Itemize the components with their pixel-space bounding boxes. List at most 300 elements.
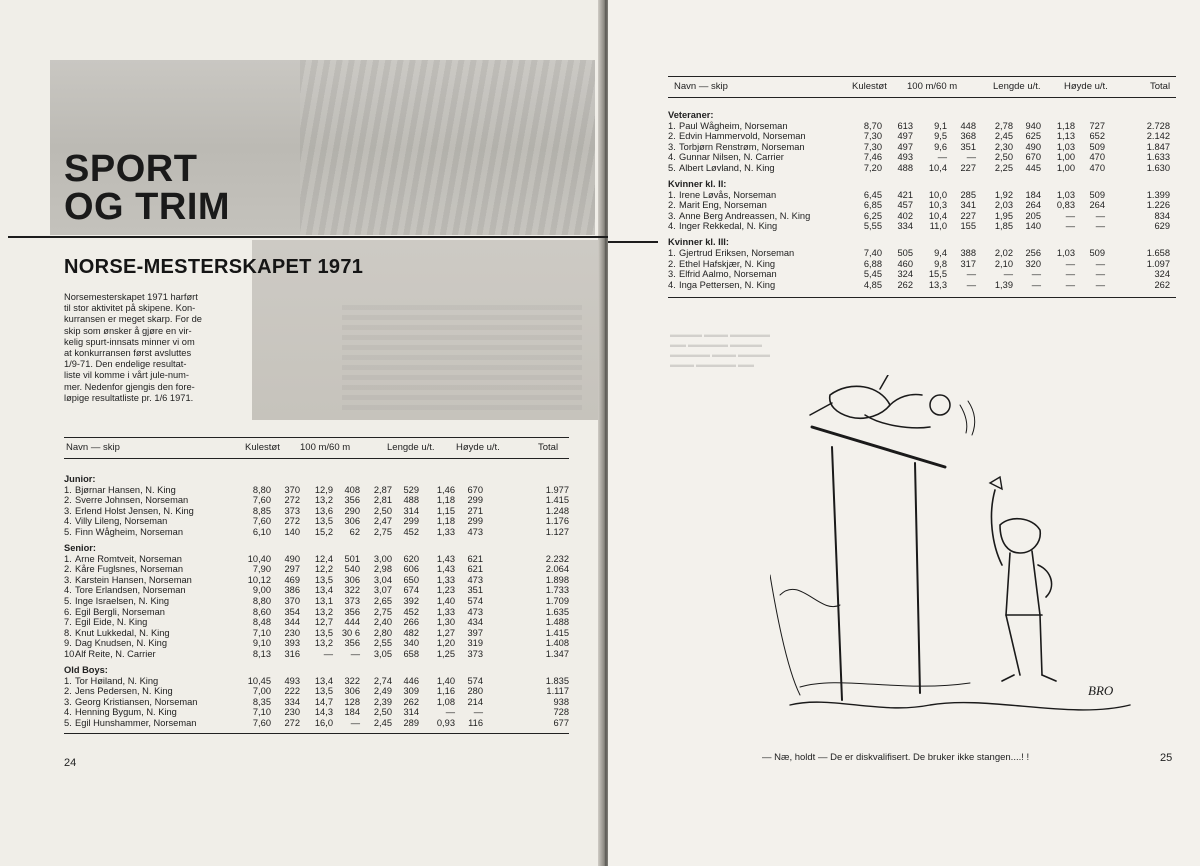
lengde-value: 2,98 (373, 564, 392, 575)
sprint-points: 62 (349, 527, 360, 537)
sprint-time: 15,2 (314, 527, 333, 537)
sprint-time: — (323, 649, 333, 659)
table-row (668, 280, 1176, 291)
table-row (64, 554, 569, 565)
kulestot-value: 8,80 (252, 484, 271, 495)
kulestot-value: 6,10 (252, 527, 271, 537)
bleed-through-text: ▬▬▬▬ ▬▬▬ ▬▬▬▬▬ ▬▬ ▬▬▬▬▬ ▬▬▬▬ ▬▬▬▬▬ ▬▬▬ ▬▬▬▬ ▬▬▬ ▬▬▬▬▬ ▬▬ (670, 330, 770, 369)
rank-cell: 5. (64, 527, 72, 537)
total-cell: 1.635 (545, 606, 569, 617)
hoyde-value: 1,15 (436, 505, 455, 516)
hoyde-value: 1,13 (1056, 131, 1075, 142)
kulestot-value: 8,80 (252, 596, 271, 606)
hoyde-value: 1,03 (1056, 248, 1075, 258)
rank-cell: 2. (668, 258, 676, 269)
total-cell: 1.226 (1146, 200, 1170, 211)
kulestot-value: 9,10 (252, 638, 271, 649)
rank-cell: 1. (64, 553, 72, 564)
sprint-points: 322 (344, 675, 360, 686)
intro-line: mer. Nedenfor gjengis den fore- (64, 381, 195, 392)
hoyde-value: 1,03 (1056, 189, 1075, 200)
kulestot-value: 7,30 (863, 131, 882, 142)
lengde-value: 2,78 (994, 120, 1013, 131)
lengde-value: 2,10 (994, 258, 1013, 269)
table-row (64, 718, 569, 729)
hoyde-points: 470 (1089, 152, 1105, 163)
sprint-time: 16,0 (314, 718, 333, 728)
name-cell: Tor Høiland, N. King (75, 675, 159, 686)
hoyde-points: 621 (467, 564, 483, 575)
rank-cell: 1. (64, 484, 72, 495)
lengde-value: 2,50 (373, 505, 392, 516)
hoyde-points: 509 (1089, 189, 1105, 200)
table-row (64, 585, 569, 596)
table-row (64, 676, 569, 687)
lengde-value: 2,39 (373, 696, 392, 707)
section-heading: NORSE-MESTERSKAPET 1971 (64, 256, 364, 278)
table-row (64, 707, 569, 718)
sprint-points: 285 (960, 189, 976, 200)
sprint-time: 10,3 (928, 200, 947, 211)
kulestot-points: 222 (284, 686, 300, 697)
total-cell: 1.633 (1146, 152, 1170, 163)
table-row (64, 638, 569, 649)
lengde-points: 266 (403, 617, 419, 628)
table-row (64, 686, 569, 697)
total-cell: 2.064 (545, 564, 569, 575)
sprint-time: 11,0 (929, 221, 947, 232)
lengde-value: 3,04 (373, 574, 392, 585)
kulestot-value: 8,70 (863, 120, 882, 131)
table-row (668, 190, 1176, 201)
lengde-points: 452 (403, 527, 419, 537)
lengde-value: 2,02 (994, 248, 1013, 258)
hoyde-points: 473 (467, 574, 483, 585)
rank-cell: 5. (668, 163, 676, 173)
lengde-points: 299 (403, 516, 419, 527)
lengde-points: 529 (403, 484, 419, 495)
lengde-value: 2,30 (994, 141, 1013, 152)
kulestot-value: 8,35 (252, 696, 271, 707)
kulestot-points: 140 (284, 527, 300, 537)
kulestot-value: 6,45 (863, 189, 882, 200)
col-lengde: Lengde u/t. (993, 81, 1041, 92)
name-cell: Inger Rekkedal, N. King (679, 221, 778, 232)
hoyde-points: — (1095, 269, 1105, 280)
lengde-value: 3,07 (373, 585, 392, 596)
sprint-points: — (966, 269, 976, 280)
cartoon-signature: BRO (1088, 683, 1114, 698)
kulestot-value: 7,90 (252, 564, 271, 575)
kulestot-value: 7,46 (863, 152, 882, 163)
hoyde-points: 299 (467, 516, 483, 527)
kulestot-points: 469 (284, 574, 300, 585)
lengde-value: 2,45 (994, 131, 1013, 142)
table-row (668, 142, 1176, 153)
kulestot-points: 457 (897, 200, 913, 211)
lengde-value: 3,00 (373, 553, 392, 564)
table-row (64, 495, 569, 506)
kulestot-points: 370 (284, 484, 300, 495)
col-kulestot: Kulestøt (852, 81, 887, 92)
name-cell: Karstein Hansen, Norseman (75, 574, 192, 585)
lengde-points: 446 (403, 675, 419, 686)
lengde-value: 2,87 (373, 484, 392, 495)
table-row (64, 506, 569, 517)
lengde-points: 256 (1025, 248, 1041, 258)
sprint-time: 13,5 (314, 627, 333, 638)
hoyde-value: — (1065, 269, 1075, 280)
sprint-time: 10,4 (928, 210, 947, 221)
total-cell: 1.097 (1146, 258, 1170, 269)
hoyde-points: 264 (1089, 200, 1105, 211)
lengde-value: 2,47 (373, 516, 392, 527)
total-cell: 2.728 (1146, 120, 1170, 131)
hoyde-points: 727 (1089, 120, 1105, 131)
kulestot-points: 344 (284, 617, 300, 628)
rank-cell: 1. (64, 675, 72, 686)
table-row (64, 628, 569, 639)
hoyde-value: — (1065, 258, 1075, 269)
rank-cell: 4. (668, 221, 676, 232)
kulestot-points: 505 (897, 248, 913, 258)
kulestot-points: 386 (284, 585, 300, 596)
right-post (915, 463, 920, 693)
page-title (64, 150, 230, 226)
total-cell: 1.977 (545, 484, 569, 495)
sprint-points: 155 (960, 221, 976, 232)
lengde-points: 606 (403, 564, 419, 575)
kulestot-value: 5,55 (863, 221, 882, 232)
kulestot-value: 7,30 (863, 141, 882, 152)
col-hoyde: Høyde u/t. (1064, 81, 1108, 92)
name-cell: Kåre Fuglsnes, Norseman (75, 564, 183, 575)
rank-cell: 2. (64, 564, 72, 575)
sprint-points: 448 (960, 120, 976, 131)
rank-cell: 4. (64, 707, 72, 718)
hoyde-points: 397 (467, 627, 483, 638)
kulestot-points: 490 (284, 553, 300, 564)
name-cell: Villy Lileng, Norseman (75, 516, 168, 527)
hoyde-value: 1,30 (436, 617, 455, 628)
section-title: Senior: (64, 543, 97, 553)
name-cell: Inge Israelsen, N. King (75, 596, 170, 606)
table-bottom-rule-right (668, 297, 1176, 298)
name-cell: Marit Eng, Norseman (679, 200, 767, 211)
kulestot-value: 8,60 (252, 606, 271, 617)
sprint-time: 13,5 (314, 574, 333, 585)
hoyde-points: 280 (467, 686, 483, 697)
sprint-time: 9,5 (934, 131, 947, 142)
col-hoyde: Høyde u/t. (456, 442, 500, 453)
name-cell: Egil Eide, N. King (75, 617, 148, 628)
hoyde-points: 319 (467, 638, 483, 649)
table-row (64, 697, 569, 708)
kulestot-points: 272 (284, 516, 300, 527)
hoyde-value: 1,18 (1056, 120, 1075, 131)
hoyde-points: 652 (1089, 131, 1105, 142)
hoyde-points: — (473, 707, 483, 718)
hoyde-value: 1,46 (436, 484, 455, 495)
col-name: Navn — skip (66, 442, 120, 453)
lengde-value: 2,50 (994, 152, 1013, 163)
hoyde-value: 1,43 (436, 564, 455, 575)
lengde-points: 670 (1025, 152, 1041, 163)
hoyde-points: 473 (467, 527, 483, 537)
sprint-points: — (350, 649, 360, 659)
sprint-time: 12,2 (314, 564, 333, 575)
rank-cell: 3. (668, 269, 676, 280)
hoyde-points: 434 (467, 617, 483, 628)
sprint-points: 356 (344, 638, 360, 649)
table-row (668, 221, 1176, 232)
sprint-time: 12,4 (314, 553, 333, 564)
page-number-right: 25 (1160, 752, 1173, 764)
lengde-points: 314 (403, 505, 419, 516)
rank-cell: 3. (64, 696, 72, 707)
rank-cell: 4. (64, 516, 72, 527)
kulestot-value: 7,10 (252, 707, 271, 718)
hoyde-value: 1,00 (1056, 163, 1075, 173)
kulestot-value: 8,13 (252, 649, 271, 659)
kulestot-value: 7,60 (252, 516, 271, 527)
lengde-points: 488 (403, 495, 419, 506)
kulestot-value: 7,60 (252, 495, 271, 506)
sprint-points: 317 (960, 258, 976, 269)
intro-line: at konkurransen først avsluttes (64, 348, 192, 359)
total-cell: 1.630 (1146, 163, 1170, 173)
hoyde-points: 621 (467, 553, 483, 564)
section-title: Old Boys: (64, 665, 108, 675)
rank-cell: 4. (64, 585, 72, 596)
col-sprint: 100 m/60 m (907, 81, 958, 92)
sprint-points: — (966, 279, 976, 290)
hoyde-points: 351 (467, 585, 483, 596)
hoyde-value: 1,43 (436, 553, 455, 564)
sprint-points: 501 (344, 553, 360, 564)
rank-cell: 4. (668, 279, 676, 290)
table-row (64, 485, 569, 496)
sprint-points: 373 (344, 596, 360, 606)
lengde-value: 2,03 (994, 200, 1013, 211)
rank-cell: 2. (64, 495, 72, 506)
kulestot-points: 230 (284, 627, 300, 638)
kulestot-points: 493 (284, 675, 300, 686)
kulestot-points: 402 (897, 210, 913, 221)
kulestot-points: 393 (284, 638, 300, 649)
kulestot-points: 316 (284, 649, 300, 659)
kulestot-value: 7,20 (863, 163, 882, 173)
name-cell: Edvin Hammervold, Norseman (679, 131, 806, 142)
hoyde-points: 509 (1089, 141, 1105, 152)
total-cell: 1.408 (545, 638, 569, 649)
lengde-value: 1,92 (994, 189, 1013, 200)
total-cell: 262 (1154, 279, 1170, 290)
hoyde-points: 214 (467, 696, 483, 707)
sprint-points: 351 (960, 141, 976, 152)
col-name: Navn — skip (674, 81, 728, 92)
kulestot-value: 8,85 (252, 505, 271, 516)
hoyde-points: 473 (467, 606, 483, 617)
total-cell: 1.176 (545, 516, 569, 527)
lengde-value: 2,75 (373, 527, 392, 537)
kulestot-points: 324 (897, 269, 913, 280)
sprint-points: 408 (344, 484, 360, 495)
lengde-points: 205 (1025, 210, 1041, 221)
name-cell: Egil Hunshammer, Norseman (75, 718, 197, 728)
col-total: Total (538, 442, 559, 453)
kulestot-points: 354 (284, 606, 300, 617)
lengde-points: 309 (403, 686, 419, 697)
hoyde-value: 1,18 (436, 516, 455, 527)
rank-cell: 5. (64, 596, 72, 606)
sprint-points: 306 (344, 574, 360, 585)
kulestot-value: 8,48 (252, 617, 271, 628)
sprint-time: 13,6 (314, 505, 333, 516)
col-lengde: Lengde u/t. (387, 442, 435, 453)
hoyde-value: 1,08 (436, 696, 455, 707)
sprint-time: 15,5 (928, 269, 947, 280)
table-row (64, 575, 569, 586)
sprint-time: 14,3 (314, 707, 333, 718)
rank-cell: 3. (64, 574, 72, 585)
lengde-value: 1,39 (994, 279, 1013, 290)
kulestot-points: 230 (284, 707, 300, 718)
rank-cell: 1. (668, 189, 676, 200)
intro-line: liste vil komme i vårt jule-num- (64, 370, 190, 381)
lengde-points: 184 (1025, 189, 1041, 200)
kulestot-value: 7,00 (252, 686, 271, 697)
title-rule-continuation (608, 241, 658, 243)
table-row (668, 152, 1176, 163)
total-cell: 2.232 (545, 553, 569, 564)
lengde-points: 340 (403, 638, 419, 649)
sprint-points: 306 (344, 516, 360, 527)
table-row (668, 211, 1176, 222)
kulestot-points: 497 (897, 141, 913, 152)
kulestot-value: 7,60 (252, 718, 271, 728)
hoyde-points: 373 (467, 649, 483, 659)
title-line-2: OG TRIM (64, 186, 231, 228)
kulestot-points: 334 (897, 221, 913, 232)
lengde-points: 289 (403, 718, 419, 728)
total-cell: 677 (553, 718, 569, 728)
sprint-points: 184 (344, 707, 360, 718)
sprint-time: 13,5 (314, 686, 333, 697)
rank-cell: 1. (668, 120, 676, 131)
sprint-time: 13,1 (314, 596, 333, 606)
lengde-points: 262 (403, 696, 419, 707)
kulestot-value: 4,85 (863, 279, 882, 290)
rank-cell: 6. (64, 606, 72, 617)
hoyde-points: — (1095, 279, 1105, 290)
lengde-points: 445 (1025, 163, 1041, 173)
total-cell: 324 (1154, 269, 1170, 280)
name-cell: Bjørnar Hansen, N. King (75, 484, 176, 495)
lengde-points: 314 (403, 707, 419, 718)
name-cell: Ethel Hafskjær, N. King (679, 258, 776, 269)
sprint-time: 9,8 (934, 258, 947, 269)
name-cell: Tore Erlandsen, Norseman (75, 585, 186, 596)
kulestot-value: 5,45 (863, 269, 882, 280)
lengde-value: 1,85 (994, 221, 1013, 232)
intro-line: til stor aktivitet på skipene. Kon- (64, 303, 196, 314)
kulestot-value: 7,40 (863, 248, 882, 258)
intro-line: skip som ønsker å gjøre en vir- (64, 325, 192, 336)
name-cell: Jens Pedersen, N. King (75, 686, 173, 697)
hoyde-value: 0,83 (1056, 200, 1075, 211)
hoyde-value: — (1065, 279, 1075, 290)
kulestot-value: 10,40 (247, 553, 271, 564)
name-cell: Gunnar Nilsen, N. Carrier (679, 152, 784, 163)
hoyde-value: 1,40 (436, 675, 455, 686)
kulestot-points: 421 (897, 189, 913, 200)
lengde-value: 2,25 (994, 163, 1013, 173)
name-cell: Paul Wågheim, Norseman (679, 120, 788, 131)
total-cell: 1.847 (1146, 141, 1170, 152)
sprint-points: 388 (960, 248, 976, 258)
lengde-points: 674 (403, 585, 419, 596)
total-cell: 629 (1154, 221, 1170, 232)
hoyde-value: 1,20 (436, 638, 455, 649)
total-cell: 1.399 (1146, 189, 1170, 200)
total-cell: 1.415 (545, 495, 569, 506)
table-row (668, 163, 1176, 174)
kulestot-points: 460 (897, 258, 913, 269)
sprint-time: 9,6 (934, 141, 947, 152)
table-row (668, 259, 1176, 270)
rank-cell: 10. (64, 649, 77, 659)
name-cell: Sverre Johnsen, Norseman (75, 495, 189, 506)
kulestot-value: 6,88 (863, 258, 882, 269)
name-cell: Gjertrud Eriksen, Norseman (679, 248, 795, 258)
intro-line: løpige resultatliste pr. 1/6 1971. (64, 392, 194, 403)
lengde-points: 140 (1025, 221, 1041, 232)
kulestot-points: 272 (284, 495, 300, 506)
kulestot-points: 493 (897, 152, 913, 163)
name-cell: Irene Løvås, Norseman (679, 189, 777, 200)
kulestot-points: 334 (284, 696, 300, 707)
rank-cell: 1. (668, 248, 676, 258)
table-row (668, 200, 1176, 211)
name-cell: Anne Berg Andreassen, N. King (679, 210, 811, 221)
table-row (64, 617, 569, 628)
table-row (64, 649, 569, 660)
lengde-value: 2,80 (373, 627, 392, 638)
kulestot-points: 272 (284, 718, 300, 728)
hoyde-points: — (1095, 221, 1105, 232)
total-cell: 1.248 (545, 505, 569, 516)
hoyde-points: 271 (467, 505, 483, 516)
lengde-value: 2,75 (373, 606, 392, 617)
name-cell: Torbjørn Renstrøm, Norseman (679, 141, 805, 152)
kulestot-value: 10,12 (247, 574, 271, 585)
sprint-points: 30 6 (341, 627, 360, 638)
rank-cell: 3. (668, 141, 676, 152)
hoyde-value: 1,27 (436, 627, 455, 638)
intro-line: Norsemesterskapet 1971 harført (64, 292, 198, 302)
rank-cell: 3. (64, 505, 72, 516)
kulestot-value: 7,10 (252, 627, 271, 638)
col-sprint: 100 m/60 m (300, 442, 351, 453)
lengde-value: 2,81 (373, 495, 392, 506)
hoyde-value: 0,93 (436, 718, 455, 728)
kulestot-points: 488 (897, 163, 913, 173)
kulestot-value: 6,25 (863, 210, 882, 221)
hoyde-points: 509 (1089, 248, 1105, 258)
hoyde-value: 1,33 (436, 606, 455, 617)
sprint-points: 356 (344, 606, 360, 617)
